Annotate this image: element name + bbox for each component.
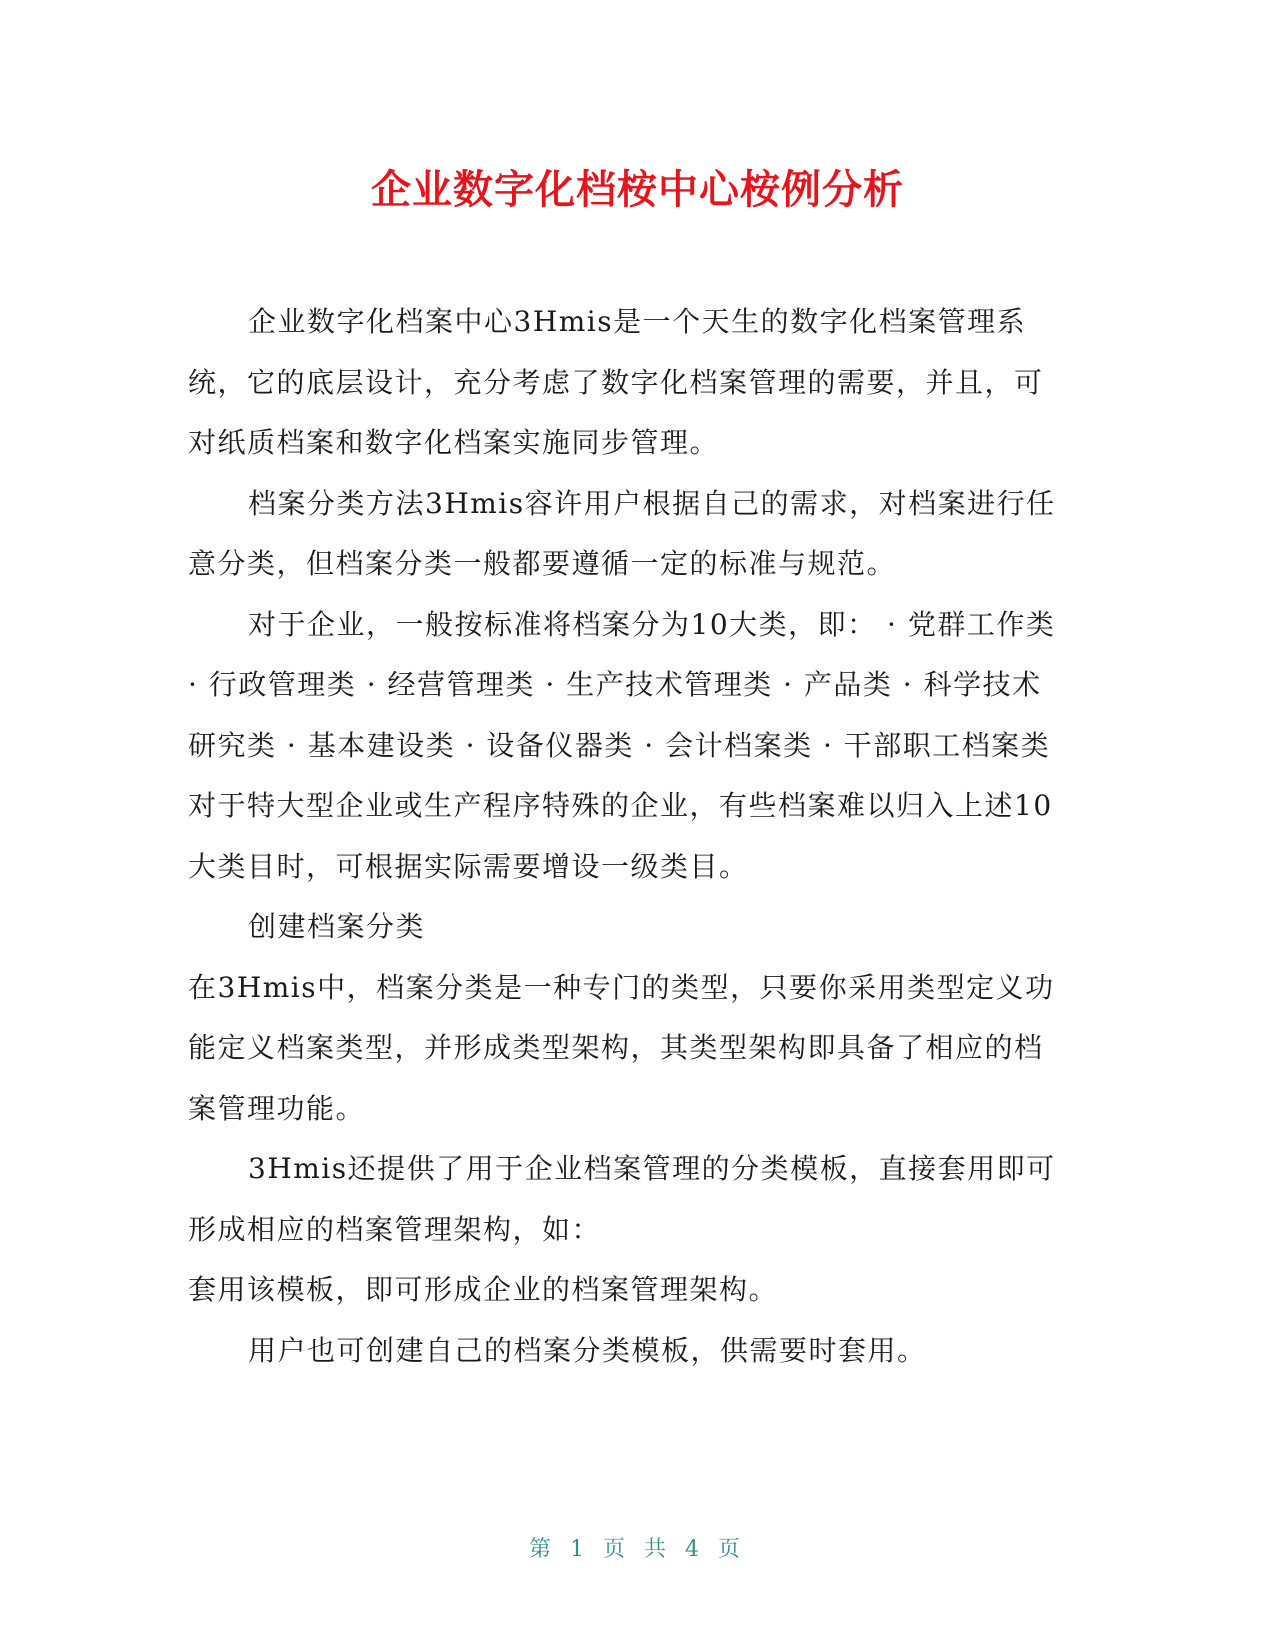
paragraph-template: 3Hmis还提供了用于企业档案管理的分类模板，直接套用即可形成相应的档案管理架构，如：	[188, 1152, 1056, 1246]
document-title: 企业数字化档桉中心桉例分析	[371, 167, 904, 213]
paragraph-type-definition: 在3Hmis中，档案分类是一种专门的类型，只要你采用类型定义功能定义档案类型，并形成类型架构，其类型架构即具备了相应的档案管理功能。	[188, 970, 1055, 1125]
page-footer: 第 1 页 共 4 页	[529, 1537, 746, 1562]
paragraph-classification-method: 档案分类方法3Hmis容许用户根据自己的需求，对档案进行任意分类，但档案分类一般都要遵循一定的标准与规范。	[188, 486, 1056, 580]
paragraph-ten-categories: 对于企业，一般按标准将档案分为10大类，即： · 党群工作类 · 行政管理类 · 经营管理类 · 生产技术管理类 · 产品类 · 科学技术研究类 · 基本建设类 · 设备仪器类 · 会计档案类 · 干部职工档案类	[188, 607, 1056, 762]
paragraph-custom-template: 用户也可创建自己的档案分类模板，供需要时套用。	[248, 1333, 927, 1367]
paragraph-create-heading: 创建档案分类	[248, 910, 426, 943]
paragraph-large-enterprise: 对于特大型企业或生产程序特殊的企业，有些档案难以归入上述10大类目时，可根据实际需要增设一级类目。	[188, 789, 1053, 883]
paragraph-apply-template: 套用该模板，即可形成企业的档案管理架构。	[188, 1273, 779, 1306]
document-body	[188, 292, 1068, 1381]
paragraph-intro: 企业数字化档案中心3Hmis是一个天生的数字化档案管理系统，它的底层设计，充分考虑了数字化档案管理的需要，并且，可对纸质档案和数字化档案实施同步管理。	[188, 305, 1044, 459]
